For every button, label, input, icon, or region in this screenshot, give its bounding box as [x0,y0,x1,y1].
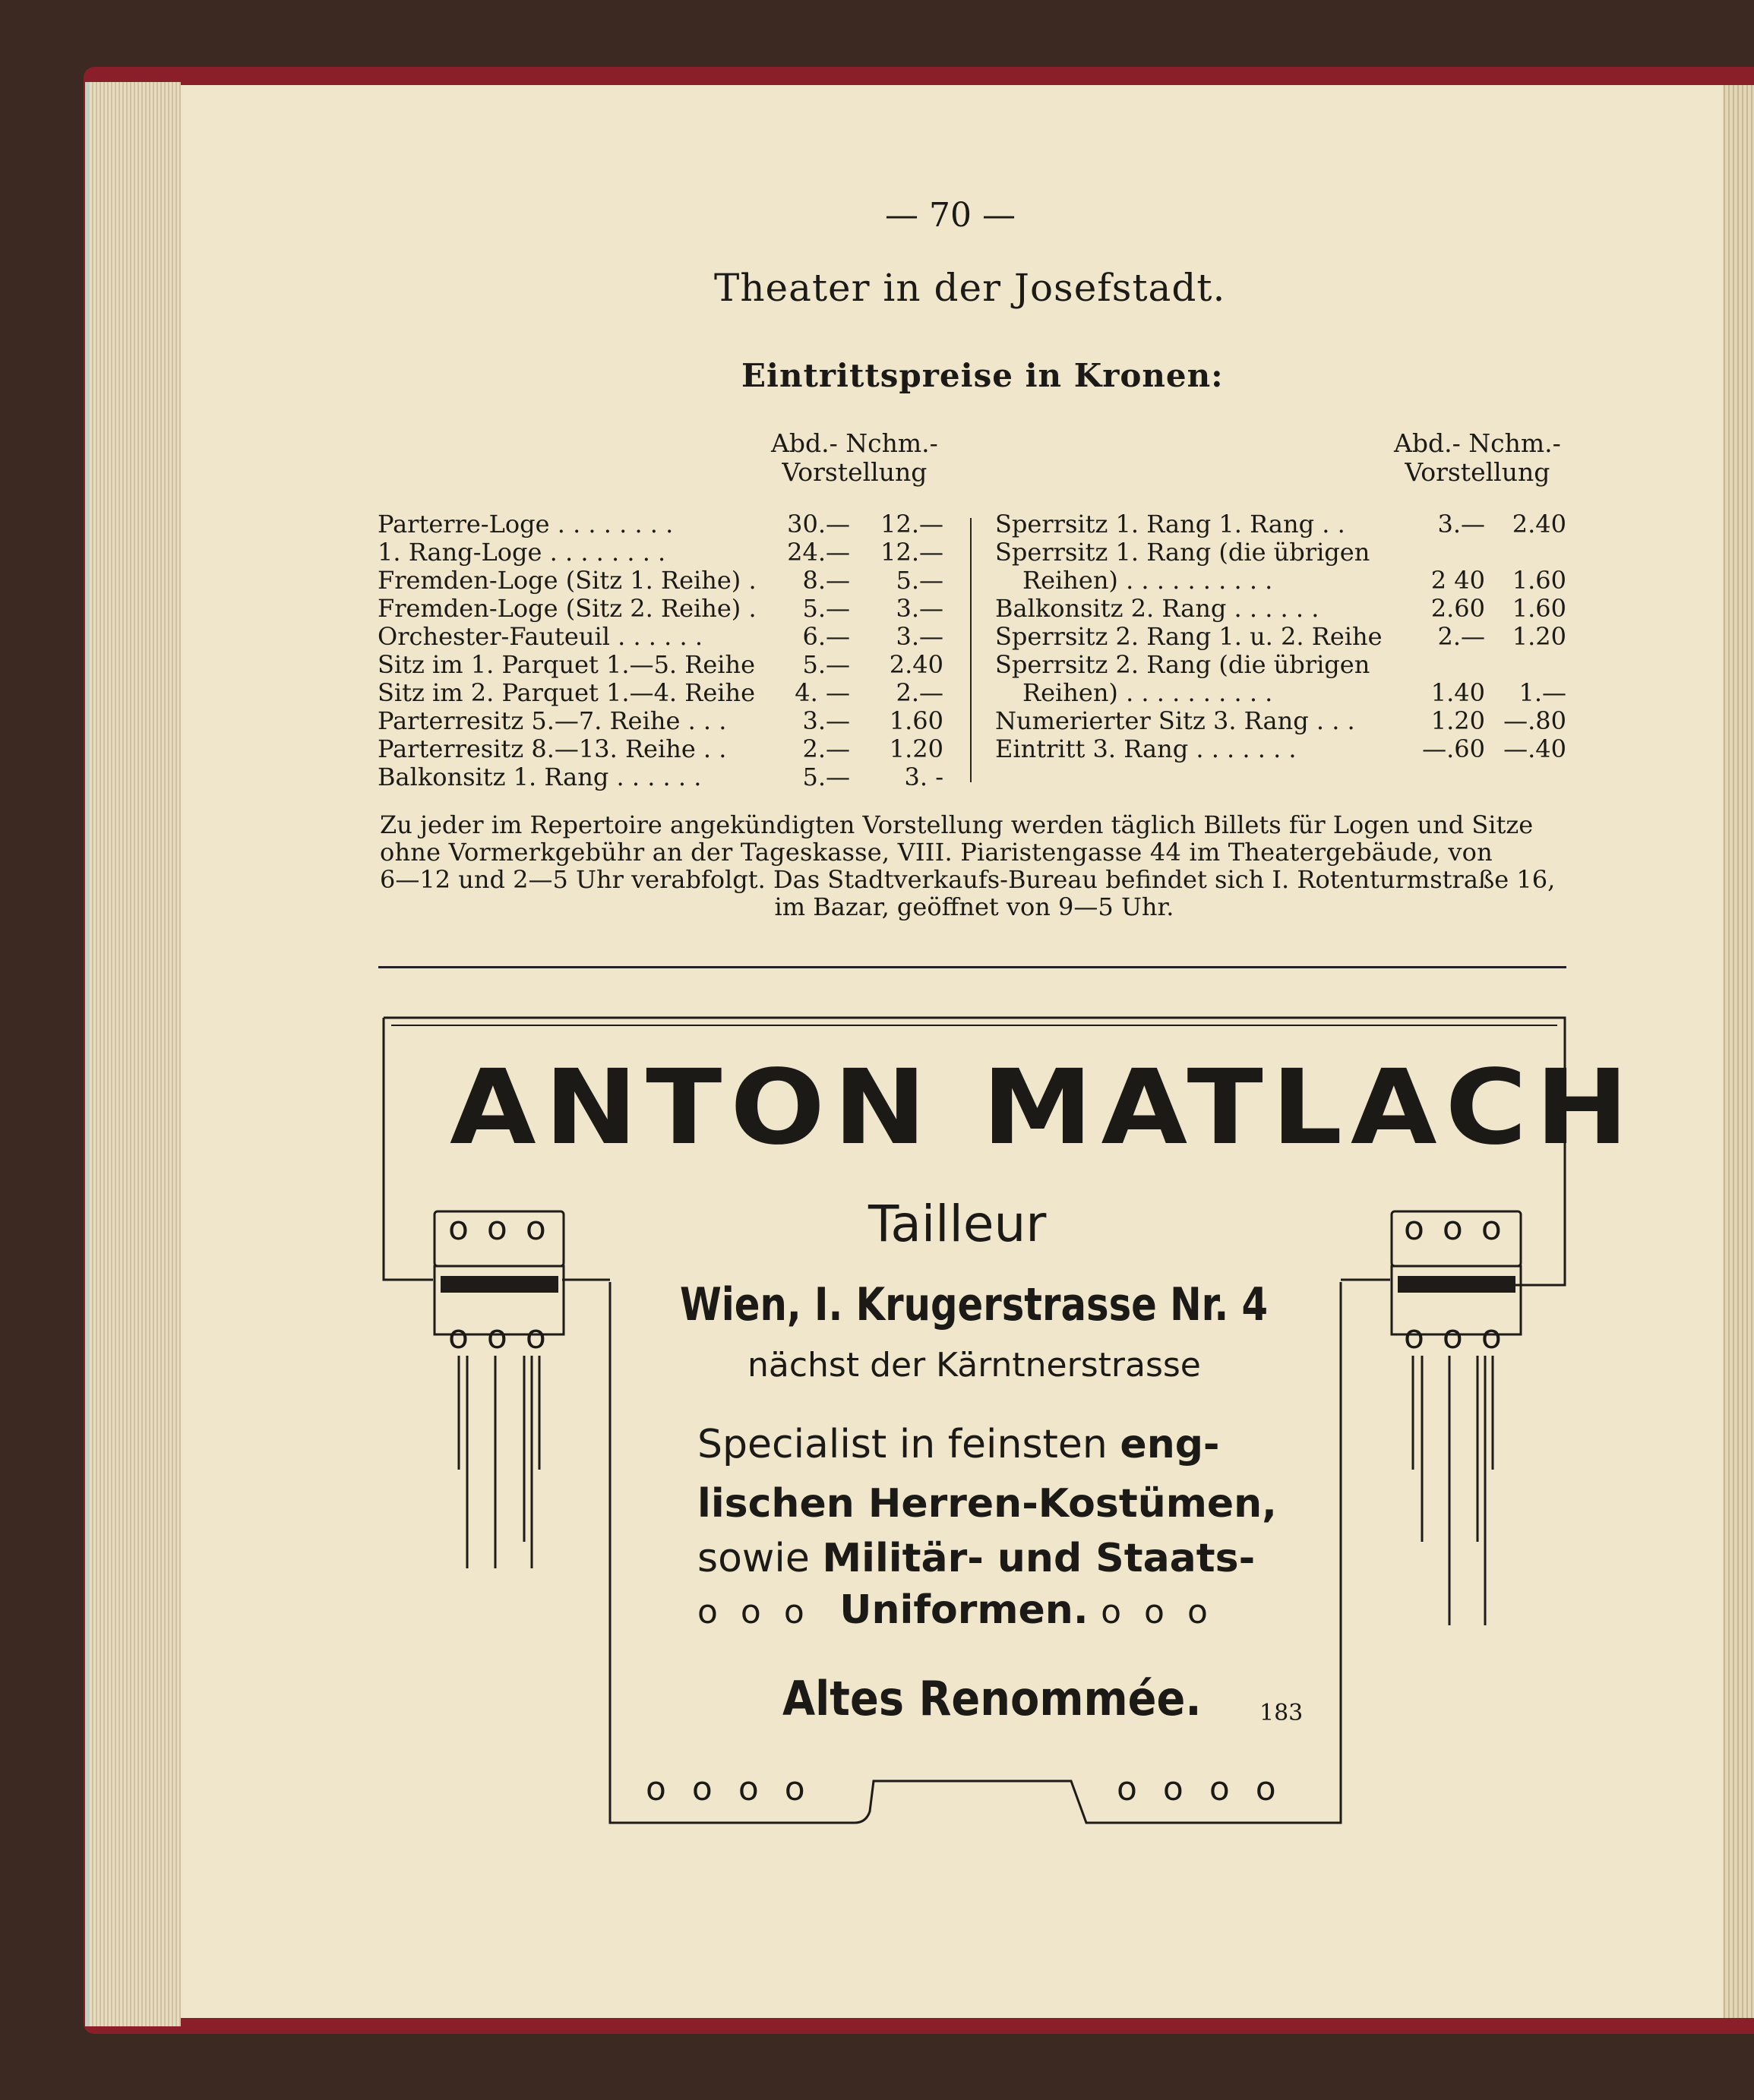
ad-line-1-normal: Specialist in feinsten [697,1422,1120,1467]
price-row-label: Sitz im 1. Parquet 1.—5. Reihe [378,650,756,679]
ornament-dots-mid-left: ooo [448,1318,564,1356]
price-row-label: Orchester-Fauteuil . . . . . . [378,622,703,651]
ornament-dots-bottom-left: oooo [646,1770,831,1808]
paragraph-line: Zu jeder im Repertoire angekündigten Vorstellung werden täglich Billets für Logen und Sitze [380,810,1534,839]
price-abd: 24.— [787,538,850,567]
price-nchm: 12.— [880,510,943,538]
ad-line-4 [697,1587,1231,1633]
price-nchm: 2.40 [889,650,943,679]
price-abd: 4. — [795,678,850,707]
left-column-header-line2: Vorstellung [782,457,928,487]
price-row-label: Sperrsitz 2. Rang (die übrigen [995,650,1370,679]
price-abd: 1.20 [1430,706,1485,735]
price-row-label: Numerierter Sitz 3. Rang . . . [995,706,1355,735]
ornament-dots-top-right: ooo [1404,1209,1520,1248]
ad-line-3-normal: sowie [697,1536,823,1581]
price-nchm: 5.— [896,566,943,595]
footer-number: 183 [1259,1700,1304,1726]
right-column-header-line2: Vorstellung [1405,457,1550,487]
price-abd: 2.— [1437,622,1485,651]
price-abd: 3.— [802,706,850,735]
price-row-label: Reihen) . . . . . . . . . . [1022,566,1273,595]
advertiser-profession: Tailleur [868,1195,1047,1253]
price-row-label: Parterresitz 8.—13. Reihe . . [378,734,727,763]
price-row-label: Reihen) . . . . . . . . . . [1022,678,1273,707]
price-nchm: 3.— [896,594,943,623]
price-row-label: Sperrsitz 1. Rang 1. Rang . . [995,510,1345,538]
price-abd: 2.— [802,734,850,763]
price-abd: 6.— [802,622,850,651]
price-row-label: Sperrsitz 1. Rang (die übrigen [995,538,1370,567]
price-abd: 3.— [1437,510,1485,538]
price-abd: 5.— [802,650,850,679]
ornament-dots-mid-right: ooo [1404,1318,1520,1356]
ad-line-4-dots-right: ooo [1101,1593,1231,1631]
price-abd: 2.60 [1430,594,1485,623]
price-row-label: Parterre-Loge . . . . . . . . [378,510,674,538]
price-nchm: 3.— [896,622,943,651]
price-abd: 8.— [802,566,850,595]
price-nchm: 3. - [904,763,943,791]
price-nchm: 1.60 [1512,566,1566,595]
ad-line-4-bold: Uniformen. [839,1587,1089,1633]
price-nchm: 1.20 [889,734,943,763]
ad-line-1 [697,1422,1220,1467]
ornament-dots-top-left: ooo [448,1209,564,1248]
ad-line-3-bold: Militär- und Staats- [822,1536,1256,1581]
price-nchm: —.40 [1503,734,1566,763]
price-abd: —.60 [1422,734,1485,763]
price-abd: 1.40 [1430,678,1485,707]
price-row-label: Sitz im 2. Parquet 1.—4. Reihe [378,678,756,707]
price-row-label: Balkonsitz 2. Rang . . . . . . [995,594,1319,623]
ad-line-3 [697,1536,1255,1581]
ad-line-1-bold: eng- [1120,1422,1220,1467]
paragraph-line: im Bazar, geöffnet von 9—5 Uhr. [774,892,1174,921]
right-column-header-line1: Abd.- Nchm.- [1394,428,1561,458]
page-title: Theater in der Josefstadt. [714,266,1226,310]
price-nchm: 2.— [896,678,943,707]
price-abd: 2 40 [1430,566,1485,595]
advertiser-name: ANTON MATLACH [450,1048,1637,1168]
price-row-label: Balkonsitz 1. Rang . . . . . . [378,763,702,791]
paragraph-line: 6—12 und 2—5 Uhr verabfolgt. Das Stadtverkaufs-Bureau befindet sich I. Rotenturmstraße 16, [380,865,1556,894]
price-abd: 5.— [802,594,850,623]
paragraph-line: ohne Vormerkgebühr an der Tageskasse, VIII. Piaristengasse 44 im Theatergebäude, von [380,838,1493,867]
price-nchm: 1.60 [889,706,943,735]
price-nchm: 1.60 [1512,594,1566,623]
section-subtitle: Eintrittspreise in Kronen: [741,357,1224,394]
advertiser-location-note: nächst der Kärntnerstrasse [747,1346,1201,1385]
price-abd: 30.— [787,510,850,538]
price-abd: 5.— [802,763,850,791]
price-row-label: Eintritt 3. Rang . . . . . . . [995,734,1297,763]
price-nchm: —.80 [1503,706,1566,735]
price-nchm: 2.40 [1512,510,1566,538]
price-nchm: 1.20 [1512,622,1566,651]
left-column-header-line1: Abd.- Nchm.- [771,428,938,458]
advertiser-address: Wien, I. Krugerstrasse Nr. 4 [680,1278,1269,1331]
ad-line-4-dots-left: ooo [697,1593,827,1631]
price-row-label: Fremden-Loge (Sitz 2. Reihe) . [378,594,757,623]
ad-line-2 [697,1481,1277,1527]
price-row-label: Fremden-Loge (Sitz 1. Reihe) . [378,566,757,595]
price-row-label: 1. Rang-Loge . . . . . . . . [378,538,666,567]
price-row-label: Sperrsitz 2. Rang 1. u. 2. Reihe [995,622,1383,651]
price-nchm: 12.— [880,538,943,567]
ad-line-2-bold: lischen Herren-Kostümen, [697,1481,1277,1527]
price-nchm: 1.— [1519,678,1566,707]
page-number: — 70 — [885,196,1016,235]
ad-slogan: Altes Renommée. [782,1671,1202,1726]
price-row-label: Parterresitz 5.—7. Reihe . . . [378,706,727,735]
ornament-dots-bottom-right: oooo [1117,1770,1302,1808]
